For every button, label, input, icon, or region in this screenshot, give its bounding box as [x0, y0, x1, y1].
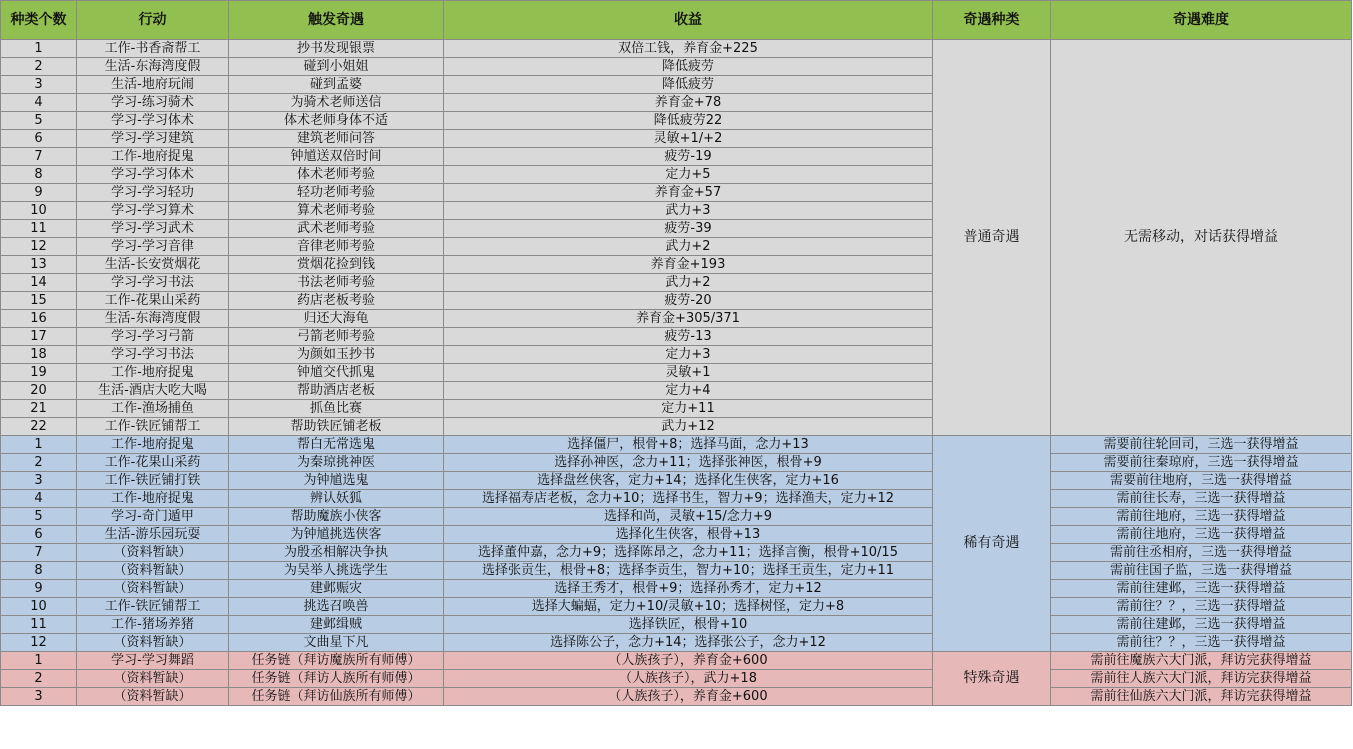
trigger-cell: 帮助魔族小侠客: [229, 508, 444, 526]
count-cell: 6: [1, 526, 77, 544]
gain-cell: 选择董仲嘉，念力+9；选择陈昂之，念力+11；选择言衡，根骨+10/15: [444, 544, 933, 562]
difficulty-cell: 需要前往秦琼府，三选一获得增益: [1051, 454, 1352, 472]
difficulty-cell: 需前往？？，三选一获得增益: [1051, 598, 1352, 616]
trigger-cell: 帮白无常选鬼: [229, 436, 444, 454]
count-cell: 11: [1, 616, 77, 634]
gain-cell: 武力+2: [444, 274, 933, 292]
trigger-cell: 归还大海龟: [229, 310, 444, 328]
trigger-cell: 体术老师考验: [229, 166, 444, 184]
table-row: [1, 508, 1352, 526]
count-cell: 17: [1, 328, 77, 346]
trigger-cell: 抄书发现银票: [229, 40, 444, 58]
trigger-cell: 碰到孟婆: [229, 76, 444, 94]
trigger-cell: 建邺缉贼: [229, 616, 444, 634]
difficulty-cell: 需要前往地府，三选一获得增益: [1051, 472, 1352, 490]
trigger-cell: 为秦琼挑神医: [229, 454, 444, 472]
gain-cell: 灵敏+1: [444, 364, 933, 382]
gain-cell: 疲劳-20: [444, 292, 933, 310]
difficulty-cell: 需前往国子监，三选一获得增益: [1051, 562, 1352, 580]
action-cell: 工作-地府捉鬼: [77, 148, 229, 166]
action-cell: 工作-猪场养猪: [77, 616, 229, 634]
difficulty-cell: 无需移动，对话获得增益: [1051, 40, 1352, 436]
table-body: [1, 40, 1352, 706]
action-cell: 工作-渔场捕鱼: [77, 400, 229, 418]
table-row: [1, 454, 1352, 472]
action-cell: （资料暂缺）: [77, 562, 229, 580]
count-cell: 8: [1, 166, 77, 184]
trigger-cell: 建筑老师问答: [229, 130, 444, 148]
table-row: [1, 526, 1352, 544]
gain-cell: 选择盘丝侠客，定力+14；选择化生侠客，定力+16: [444, 472, 933, 490]
gain-cell: 武力+12: [444, 418, 933, 436]
gain-cell: 选择陈公子，念力+14；选择张公子，念力+12: [444, 634, 933, 652]
table-row: [1, 652, 1352, 670]
count-cell: 19: [1, 364, 77, 382]
encounter-kind-cell: 特殊奇遇: [933, 652, 1051, 706]
gain-cell: （人族孩子），武力+18: [444, 670, 933, 688]
gain-cell: 选择僵尸，根骨+8；选择马面，念力+13: [444, 436, 933, 454]
encounter-kind-cell: 普通奇遇: [933, 40, 1051, 436]
action-cell: 生活-东海湾度假: [77, 58, 229, 76]
trigger-cell: 帮助酒店老板: [229, 382, 444, 400]
action-cell: 工作-书香斋帮工: [77, 40, 229, 58]
trigger-cell: 帮助铁匠铺老板: [229, 418, 444, 436]
gain-cell: 养育金+57: [444, 184, 933, 202]
action-cell: 生活-长安赏烟花: [77, 256, 229, 274]
trigger-cell: 轻功老师考验: [229, 184, 444, 202]
gain-cell: 武力+2: [444, 238, 933, 256]
trigger-cell: 钟馗交代抓鬼: [229, 364, 444, 382]
count-cell: 7: [1, 148, 77, 166]
trigger-cell: 武术老师考验: [229, 220, 444, 238]
action-cell: 工作-花果山采药: [77, 292, 229, 310]
action-cell: 学习-学习书法: [77, 274, 229, 292]
count-cell: 21: [1, 400, 77, 418]
gain-cell: 选择大蝙蝠，定力+10/灵敏+10；选择树怪，定力+8: [444, 598, 933, 616]
gain-cell: 定力+4: [444, 382, 933, 400]
action-cell: 学习-学习体术: [77, 112, 229, 130]
count-cell: 1: [1, 436, 77, 454]
trigger-cell: 为钟馗选鬼: [229, 472, 444, 490]
gain-cell: 定力+5: [444, 166, 933, 184]
gain-cell: （人族孩子），养育金+600: [444, 688, 933, 706]
difficulty-cell: 需前往？？，三选一获得增益: [1051, 634, 1352, 652]
table-row: [1, 670, 1352, 688]
count-cell: 2: [1, 670, 77, 688]
action-cell: 学习-学习轻功: [77, 184, 229, 202]
gain-cell: 选择王秀才，根骨+9；选择孙秀才，定力+12: [444, 580, 933, 598]
gain-cell: 降低疲劳: [444, 76, 933, 94]
action-cell: 生活-游乐园玩耍: [77, 526, 229, 544]
header-row: [1, 1, 1352, 40]
difficulty-cell: 需前往仙族六大门派，拜访完获得增益: [1051, 688, 1352, 706]
header-kind: 奇遇种类: [933, 1, 1051, 40]
count-cell: 16: [1, 310, 77, 328]
difficulty-cell: 需前往魔族六大门派，拜访完获得增益: [1051, 652, 1352, 670]
gain-cell: 武力+3: [444, 202, 933, 220]
gain-cell: 疲劳-19: [444, 148, 933, 166]
table-row: [1, 580, 1352, 598]
gain-cell: 选择孙神医，念力+11；选择张神医，根骨+9: [444, 454, 933, 472]
trigger-cell: 任务链（拜访魔族所有师傅）: [229, 652, 444, 670]
trigger-cell: 书法老师考验: [229, 274, 444, 292]
action-cell: 工作-地府捉鬼: [77, 490, 229, 508]
action-cell: （资料暂缺）: [77, 544, 229, 562]
gain-cell: 灵敏+1/+2: [444, 130, 933, 148]
count-cell: 2: [1, 58, 77, 76]
trigger-cell: 为钟馗挑选侠客: [229, 526, 444, 544]
trigger-cell: 钟馗送双倍时间: [229, 148, 444, 166]
table-row: [1, 616, 1352, 634]
count-cell: 20: [1, 382, 77, 400]
count-cell: 15: [1, 292, 77, 310]
trigger-cell: 为颜如玉抄书: [229, 346, 444, 364]
trigger-cell: 任务链（拜访人族所有师傅）: [229, 670, 444, 688]
trigger-cell: 碰到小姐姐: [229, 58, 444, 76]
gain-cell: 选择和尚，灵敏+15/念力+9: [444, 508, 933, 526]
gain-cell: 疲劳-13: [444, 328, 933, 346]
count-cell: 22: [1, 418, 77, 436]
trigger-cell: 算术老师考验: [229, 202, 444, 220]
action-cell: 学习-学习建筑: [77, 130, 229, 148]
count-cell: 2: [1, 454, 77, 472]
gain-cell: 疲劳-39: [444, 220, 933, 238]
trigger-cell: 建邺赈灾: [229, 580, 444, 598]
count-cell: 9: [1, 580, 77, 598]
count-cell: 5: [1, 508, 77, 526]
difficulty-cell: 需前往长寿，三选一获得增益: [1051, 490, 1352, 508]
count-cell: 14: [1, 274, 77, 292]
action-cell: （资料暂缺）: [77, 688, 229, 706]
gain-cell: 降低疲劳22: [444, 112, 933, 130]
difficulty-cell: 需前往丞相府，三选一获得增益: [1051, 544, 1352, 562]
trigger-cell: 弓箭老师考验: [229, 328, 444, 346]
table-row: [1, 544, 1352, 562]
difficulty-cell: 需前往建邺，三选一获得增益: [1051, 616, 1352, 634]
count-cell: 12: [1, 634, 77, 652]
action-cell: 生活-地府玩闹: [77, 76, 229, 94]
count-cell: 10: [1, 202, 77, 220]
count-cell: 13: [1, 256, 77, 274]
table-row: [1, 634, 1352, 652]
action-cell: 学习-学习音律: [77, 238, 229, 256]
trigger-cell: 辨认妖狐: [229, 490, 444, 508]
count-cell: 4: [1, 490, 77, 508]
trigger-cell: 抓鱼比赛: [229, 400, 444, 418]
difficulty-cell: 需要前往轮回司，三选一获得增益: [1051, 436, 1352, 454]
header-difficulty: 奇遇难度: [1051, 1, 1352, 40]
trigger-cell: 任务链（拜访仙族所有师傅）: [229, 688, 444, 706]
action-cell: 学习-学习书法: [77, 346, 229, 364]
gain-cell: 双倍工钱，养育金+225: [444, 40, 933, 58]
count-cell: 8: [1, 562, 77, 580]
action-cell: 学习-奇门遁甲: [77, 508, 229, 526]
difficulty-cell: 需前往地府，三选一获得增益: [1051, 526, 1352, 544]
action-cell: 学习-学习算术: [77, 202, 229, 220]
trigger-cell: 为吴举人挑选学生: [229, 562, 444, 580]
header-trigger: 触发奇遇: [229, 1, 444, 40]
action-cell: 工作-地府捉鬼: [77, 436, 229, 454]
action-cell: 工作-花果山采药: [77, 454, 229, 472]
action-cell: 生活-酒店大吃大喝: [77, 382, 229, 400]
count-cell: 7: [1, 544, 77, 562]
trigger-cell: 体术老师身体不适: [229, 112, 444, 130]
table-row: [1, 436, 1352, 454]
count-cell: 4: [1, 94, 77, 112]
table-row: [1, 472, 1352, 490]
table-row: [1, 598, 1352, 616]
action-cell: 工作-地府捉鬼: [77, 364, 229, 382]
count-cell: 5: [1, 112, 77, 130]
encounter-kind-cell: 稀有奇遇: [933, 436, 1051, 652]
trigger-cell: 文曲星下凡: [229, 634, 444, 652]
gain-cell: 养育金+193: [444, 256, 933, 274]
action-cell: 工作-铁匠铺打铁: [77, 472, 229, 490]
count-cell: 12: [1, 238, 77, 256]
gain-cell: 选择福寿店老板，念力+10；选择书生，智力+9；选择渔夫，定力+12: [444, 490, 933, 508]
gain-cell: 养育金+78: [444, 94, 933, 112]
action-cell: （资料暂缺）: [77, 580, 229, 598]
action-cell: 学习-学习舞蹈: [77, 652, 229, 670]
trigger-cell: 音律老师考验: [229, 238, 444, 256]
count-cell: 11: [1, 220, 77, 238]
count-cell: 1: [1, 652, 77, 670]
count-cell: 3: [1, 76, 77, 94]
action-cell: 学习-练习骑术: [77, 94, 229, 112]
gain-cell: 选择铁匠，根骨+10: [444, 616, 933, 634]
gain-cell: 选择张贡生，根骨+8；选择李贡生，智力+10；选择王贡生，定力+11: [444, 562, 933, 580]
count-cell: 9: [1, 184, 77, 202]
trigger-cell: 为骑术老师送信: [229, 94, 444, 112]
trigger-cell: 挑选召唤兽: [229, 598, 444, 616]
count-cell: 1: [1, 40, 77, 58]
gain-cell: 养育金+305/371: [444, 310, 933, 328]
count-cell: 6: [1, 130, 77, 148]
trigger-cell: 药店老板考验: [229, 292, 444, 310]
action-cell: 工作-铁匠铺帮工: [77, 418, 229, 436]
trigger-cell: 为殷丞相解决争执: [229, 544, 444, 562]
gain-cell: （人族孩子），养育金+600: [444, 652, 933, 670]
header-gain: 收益: [444, 1, 933, 40]
gain-cell: 降低疲劳: [444, 58, 933, 76]
action-cell: 学习-学习体术: [77, 166, 229, 184]
difficulty-cell: 需前往人族六大门派，拜访完获得增益: [1051, 670, 1352, 688]
count-cell: 10: [1, 598, 77, 616]
gain-cell: 定力+3: [444, 346, 933, 364]
action-cell: 工作-铁匠铺帮工: [77, 598, 229, 616]
count-cell: 3: [1, 688, 77, 706]
action-cell: 生活-东海湾度假: [77, 310, 229, 328]
gain-cell: 定力+11: [444, 400, 933, 418]
count-cell: 3: [1, 472, 77, 490]
difficulty-cell: 需前往建邺，三选一获得增益: [1051, 580, 1352, 598]
table-row: [1, 562, 1352, 580]
difficulty-cell: 需前往地府，三选一获得增益: [1051, 508, 1352, 526]
gain-cell: 选择化生侠客，根骨+13: [444, 526, 933, 544]
count-cell: 18: [1, 346, 77, 364]
table-row: [1, 40, 1352, 58]
header-action: 行动: [77, 1, 229, 40]
action-cell: （资料暂缺）: [77, 670, 229, 688]
action-cell: 学习-学习武术: [77, 220, 229, 238]
action-cell: （资料暂缺）: [77, 634, 229, 652]
header-count: 种类个数: [1, 1, 77, 40]
trigger-cell: 赏烟花捡到钱: [229, 256, 444, 274]
table-row: [1, 490, 1352, 508]
action-cell: 学习-学习弓箭: [77, 328, 229, 346]
table-row: [1, 688, 1352, 706]
